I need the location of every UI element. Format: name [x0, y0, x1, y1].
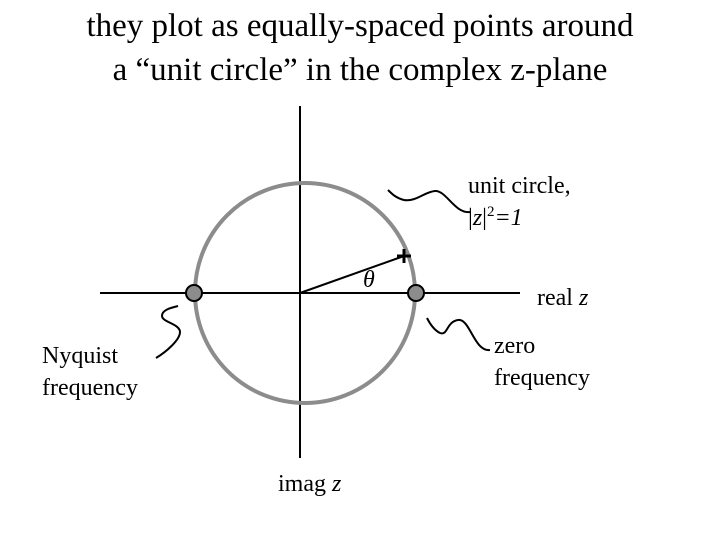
zero-frequency-point	[408, 285, 424, 301]
imag-axis-text: imag	[278, 471, 332, 497]
theta-label	[363, 264, 375, 296]
unit-circle-label	[468, 170, 571, 234]
imag-axis-var: z	[332, 471, 342, 497]
zero-frequency-label	[494, 330, 590, 394]
unit-circle-pointer-squiggle	[388, 190, 470, 212]
real-axis-label	[537, 282, 588, 314]
theta-symbol: θ	[363, 267, 375, 293]
unit-circle-equation	[468, 202, 571, 234]
zero-frequency-line-1: zero	[494, 333, 536, 359]
real-axis-var: z	[578, 285, 589, 311]
unit-circle-z: z	[472, 205, 483, 231]
nyquist-point	[186, 285, 202, 301]
unit-circle-label-line-1: unit circle,	[468, 173, 571, 199]
nyquist-pointer-squiggle	[156, 306, 180, 358]
theta-radius-line	[300, 256, 404, 293]
nyquist-frequency-label	[42, 340, 138, 404]
zero-frequency-pointer-squiggle	[427, 318, 490, 350]
exponent: 2	[486, 204, 495, 220]
equals-one: =1	[494, 205, 523, 231]
zero-frequency-line-2: frequency	[494, 365, 590, 391]
abs-bar-right: |	[482, 205, 487, 231]
abs-bar-left: |	[468, 205, 473, 231]
real-axis-text: real	[537, 285, 579, 311]
title-line-1: they plot as equally-spaced points around	[86, 8, 634, 44]
imag-axis-label	[278, 468, 341, 500]
title-line-2: a “unit circle” in the complex z-plane	[112, 52, 608, 88]
nyquist-line-2: frequency	[42, 375, 138, 401]
nyquist-line-1: Nyquist	[42, 343, 119, 369]
